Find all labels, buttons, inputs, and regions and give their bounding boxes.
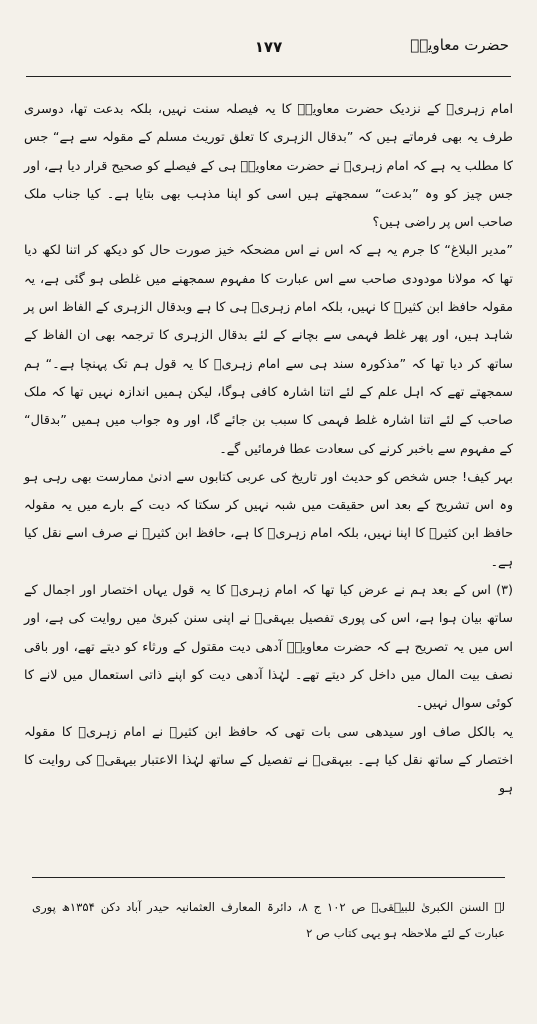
paragraph: یہ بالکل صاف اور سیدھی سی بات تھی کہ حافظ ابن کثیرؒ نے امام زہریؒ کا مقولہ اختصار کے ساتھ نقل کیا ہے۔ بیہقیؒ نے تفصیل کے ساتھ لہٰذا الاعتبار بیہقیؒ کی روایت کا ہو — [24, 724, 513, 797]
paragraph: بہر کیف! جس شخص کو حدیث اور تاریخ کی عربی کتابوں سے ادنیٰ ممارست بھی رہی ہو وہ اس تشریح کے بعد اس حقیقت میں شبہ نہیں کر سکتا کہ دیت کے بارے میں یہ مقولہ حافظ ابن کثیرؒ کا اپنا نہیں، بلکہ امام زہریؒ کا ہے، حافظ ابن کثیرؒ نے صرف اسے نقل کیا ہے۔ — [24, 469, 513, 570]
paragraph: ”مدیر البلاغ“ کا جرم یہ ہے کہ اس نے اس مضحکہ خیز صورت حال کو دیکھ کر اتنا لکھ دیا تھا کہ مولانا مودودی صاحب سے اس عبارت کا مفہوم سمجھنے میں غلطی ہو گئی ہے، یہ مقولہ حافظ ابن کثیرؒ کا نہیں، بلکہ امام زہریؒ ہی کا ہے وبدقال الزہری کے الفاظ اس پر شاہد ہیں، اور پھر غلط فہمی سے بچانے کے لئے بدقال الزہری کا ترجمہ بھی ان الفاظ کے ساتھ کر دیا تھا کہ ”مذکورہ سند ہی سے امام زہریؒ کا یہ قول ہم تک پہنچا ہے۔“ ہم سمجھتے تھے کہ اہل علم کے لئے اتنا اشارہ کافی ہوگا، لیکن ہمیں اندازہ نہیں تھا کہ ملک صاحب کے لئے اتنا اشارہ غلط فہمی کا سبب بن جائے گا، اور وہ جواب میں ہمیں ”بدقال“ کے مفہوم سے باخبر کرنے کی سعادت عطا فرمائیں گے۔ — [24, 243, 513, 457]
page-header — [28, 36, 509, 66]
header-rule — [26, 76, 511, 77]
running-title: حضرت معاویہؓ — [410, 36, 509, 54]
paragraph: امام زہریؒ کے نزدیک حضرت معاویہؓ کا یہ فیصلہ سنت نہیں، بلکہ بدعت تھا، دوسری طرف یہ بھی فرماتے ہیں کہ ”بدقال الزہری کا تعلق توریث مسلم کے مقولہ سے ہے“ جس کا مطلب یہ ہے کہ امام زہریؒ نے حضرت معاویہؓ ہی کے فیصلے کو صحیح قرار دیا ہے، اور جس چیز کو وہ ”بدعت“ سمجھتے ہیں اسی کو اپنا مذہب بھی بتایا ہے۔ کیا جناب ملک صاحب اس پر راضی ہیں؟ — [24, 102, 513, 231]
paragraph: (۳) اس کے بعد ہم نے عرض کیا تھا کہ امام زہریؒ کا یہ قول یہاں اختصار اور اجمال کے ساتھ بیان ہوا ہے، اس کی پوری تفصیل بیہقیؒ نے اپنی سنن کبریٰ میں روایت کی ہے، اور اس میں یہ تصریح ہے کہ حضرت معاویہؓ آدھی دیت مقتول کے ورثاء کو دیتے تھے، اور باقی نصف بیت المال میں داخل کر دیتے تھے۔ لہٰذا آدھی دیت کو اپنے ذاتی استعمال میں لانے کا کوئی سوال نہیں۔ — [24, 583, 513, 712]
page-number: ۱۷۷ — [254, 38, 283, 56]
footnotes — [32, 894, 505, 946]
main-text — [24, 96, 513, 803]
footnote-rule — [32, 877, 505, 878]
footnote: لہ السنن الکبریٰ للبیہقیؒ ص ۱۰۲ ج ۸، دائرۃ المعارف العثمانیہ حیدر آباد دکن ۱۳۵۴ھ پوری عبارت کے لئے ملاحظہ ہو یہی کتاب ص ۲ — [32, 900, 506, 940]
